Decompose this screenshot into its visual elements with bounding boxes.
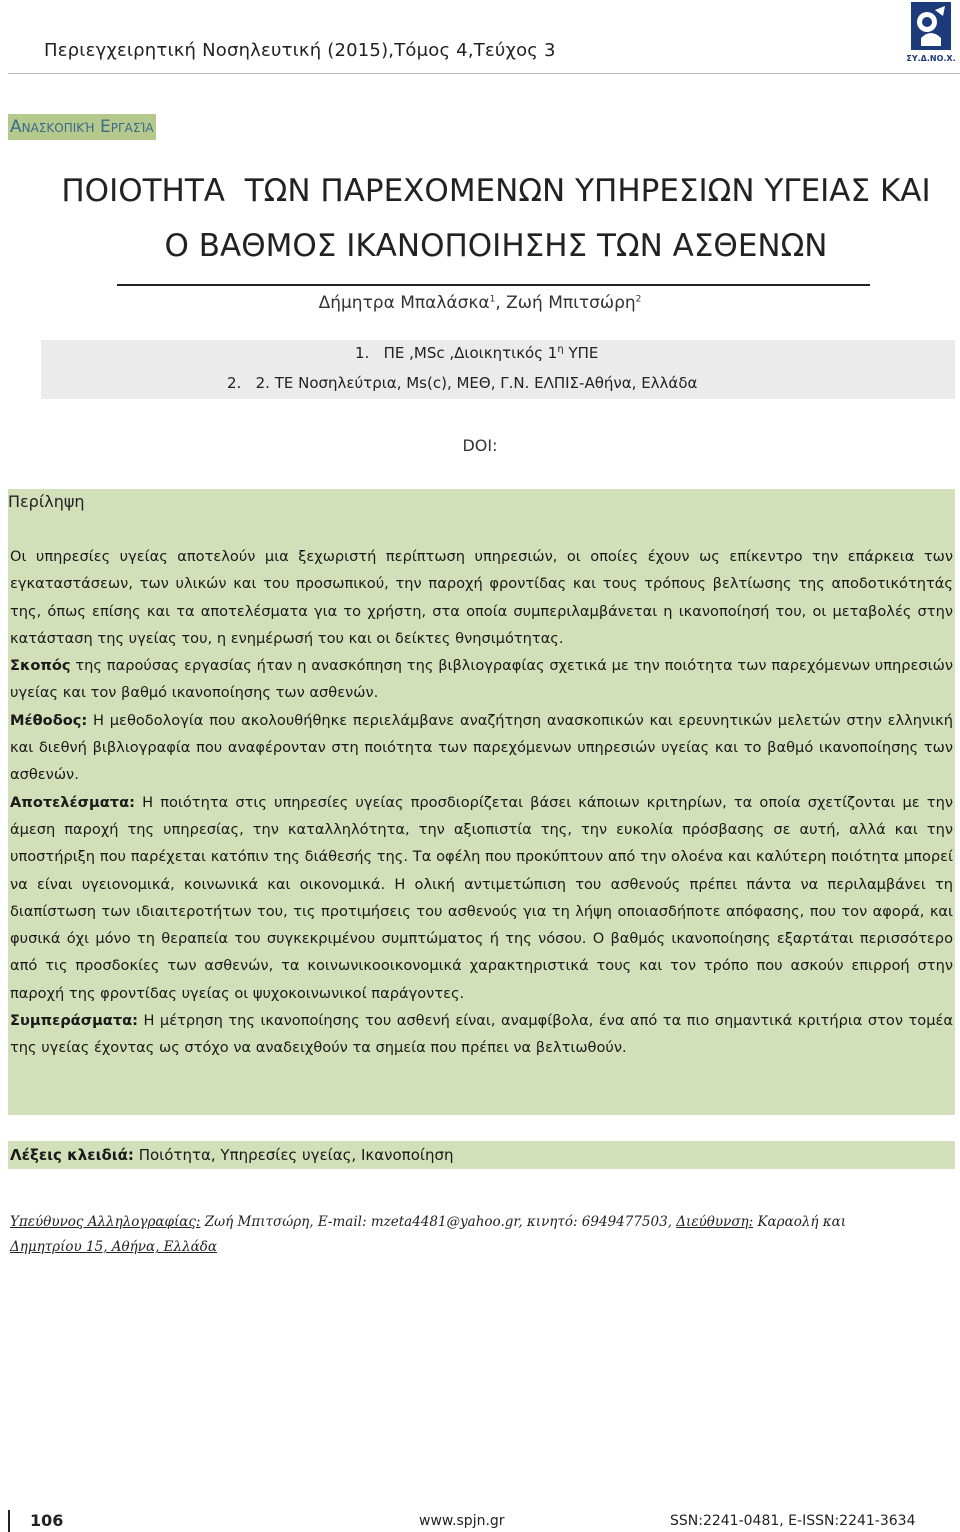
conclusions-label: Συμπεράσματα: xyxy=(10,1012,139,1030)
article-title xyxy=(40,164,952,274)
address-label: Διεύθυνση: xyxy=(676,1214,754,1230)
footer-bar xyxy=(8,1510,10,1532)
method-label: Μέθοδος: xyxy=(10,711,88,729)
affiliation-1-suffix: ΥΠΕ xyxy=(563,344,599,362)
journal-header: Περιεγχειρητική Νοσηλευτική (2015),Τόμος 4,Τεύχος 3 xyxy=(44,40,556,61)
affiliation-1-sup: η xyxy=(557,344,564,355)
header-divider xyxy=(8,73,960,74)
author-1: Δήμητρα Μπαλάσκα xyxy=(318,293,490,313)
page-number: 106 xyxy=(30,1511,64,1530)
results-text: Η ποιότητα στις υπηρεσίες υγείας προσδιορίζεται βάσει κάποιων κριτηρίων, τα οποία σχετίζονται με την άμεση παροχή της υπηρεσίας, την καταλληλότητα, την αξιοπιστία της, την ευκολία πρόσβασης σε αυτή, αλλά και την υποστήριξη που παρέχεται κατόπιν της διάθεσής της. Τα οφέλη που προκύπτουν από την ολοένα και καλύτερη ποιότητα μπορεί να είναι υγειονομικά, κοινωνικά και οικονομικά. Η ολική αντιμετώπιση του ασθενούς πρέπει πάντα να περιλαμβάνει τη διαπίστωση των ιδιαιτεροτήτων του, τις προτιμήσεις του ασθενούς για τη λήψη οποιασδήποτε απόφασης, που τον αφορά, και φυσικά όχι μόνο τη θεραπεία του συγκεκριμένου συμπτώματος ή της νόσου. Ο βαθμός ικανοποίησης εξαρτάται περισσότερο από τις προσδοκίες των ασθενών, τα κοινωνικοοικονομικά χαρακτηριστικά τους και τον τρόπο που ασκούν επιρροή στην παροχή της φροντίδας υγείας οι ψυχοκοινωνικοί παράγοντες. xyxy=(10,793,953,1002)
results-label: Αποτελέσματα: xyxy=(10,793,135,811)
abstract-aim xyxy=(10,652,953,707)
aim-text: της παρούσας εργασίας ήταν η ανασκόπηση της βιβλιογραφίας σχετικά με την ποιότητα των παρεχόμενων υπηρεσιών υγείας και τον βαθμό ικανοποίησης των ασθενών. xyxy=(10,657,953,702)
author-2-affil: 2 xyxy=(635,294,642,305)
correspondence-contact: Ζωή Μπιτσώρη, E-mail: mzeta4481@yahoo.gr, κινητό: 6949477503, xyxy=(200,1214,677,1230)
title-underline xyxy=(117,284,870,286)
article-type-label: Ανασκοπική Εργασία xyxy=(8,114,156,140)
affiliation-2: 2. 2. ΤΕ Νοσηλεύτρια, Ms(c), ΜΕΘ, Γ.Ν. ΕΛΠΙΣ-Αθήνα, Ελλάδα xyxy=(227,374,698,392)
affiliation-1-text: 1. ΠΕ ,MSc ,Διοικητικός 1 xyxy=(355,344,558,362)
correspondence xyxy=(10,1210,940,1260)
title-line-2: Ο ΒΑΘΜΟΣ ΙΚΑΝΟΠΟΙΗΣΗΣ ΤΩΝ ΑΣΘΕΝΩΝ xyxy=(164,228,828,264)
footer-url[interactable]: www.spjn.gr xyxy=(419,1513,505,1529)
author-1-affil: 1 xyxy=(489,294,496,305)
keywords-label: Λέξεις κλειδιά: xyxy=(10,1146,134,1164)
abstract-conclusions xyxy=(10,1007,953,1062)
logo-caption: ΣΥ.Δ.ΝΟ.Χ. xyxy=(906,54,956,63)
address-line-1: Καραολή και xyxy=(753,1214,847,1230)
method-text: Η μεθοδολογία που ακολουθήθηκε περιελάμβανε αναζήτηση ανασκοπικών και ερευνητικών μελετών στην ελληνική και διεθνή βιβλιογραφία που αναφέρονταν στη ποιότητα των παρεχόμενων υπηρεσιών υγείας και το βαθμό ικανοποίησης των ασθενών. xyxy=(10,711,953,784)
abstract-intro: Οι υπηρεσίες υγείας αποτελούν μια ξεχωριστή περίπτωση υπηρεσιών, οι οποίες έχουν ως επίκεντρο την επάρκεια των εγκαταστάσεων, των υλικών και του προσωπικού, την παροχή φροντίδας και τους τρόπους βελτίωσης της αποδοτικότητάς της, όπως επίσης και τα αποτελέσματα για το χρήστη, στα οποία συμπεριλαμβάνεται η ικανοποίησή του, οι μεταβολές στην κατάσταση της υγείας του, η ενημέρωσή του και οι δείκτες θνησιμότητας. xyxy=(10,548,953,647)
doi-label: DOI: xyxy=(462,436,498,455)
address-line-2: Δημητρίου 15, Αθήνα, Ελλάδα xyxy=(10,1239,217,1255)
affiliation-1 xyxy=(355,344,598,362)
keywords xyxy=(10,1143,453,1167)
correspondence-label: Υπεύθυνος Αλληλογραφίας: xyxy=(10,1214,201,1230)
author-separator: , xyxy=(495,293,507,313)
footer-issn: SSN:2241-0481, E-ISSN:2241-3634 xyxy=(670,1513,916,1529)
author-2: Ζωή Μπιτσώρη xyxy=(506,293,636,313)
keywords-text: Ποιότητα, Υπηρεσίες υγείας, Ικανοποίηση xyxy=(133,1146,454,1164)
summary-heading: Περίληψη xyxy=(8,492,85,511)
conclusions-text: Η μέτρηση της ικανοποίησης του ασθενή είναι, αναμφίβολα, ένα από τα πιο σημαντικά κριτήρια στον τομέα της υγείας έχοντας ως στόχο να αναδειχθούν τα σημεία που πρέπει να βελτιωθούν. xyxy=(10,1012,953,1057)
aim-label: Σκοπός xyxy=(10,657,71,675)
title-line-1: ΠΟΙΟΤΗΤΑ ΤΩΝ ΠΑΡΕΧΟΜΕΝΩΝ ΥΠΗΡΕΣΙΩΝ ΥΓΕΙΑΣ ΚΑΙ xyxy=(61,173,931,209)
abstract-results xyxy=(10,789,953,1007)
authors xyxy=(0,293,960,313)
abstract-body xyxy=(10,543,953,1062)
abstract-method xyxy=(10,707,953,789)
